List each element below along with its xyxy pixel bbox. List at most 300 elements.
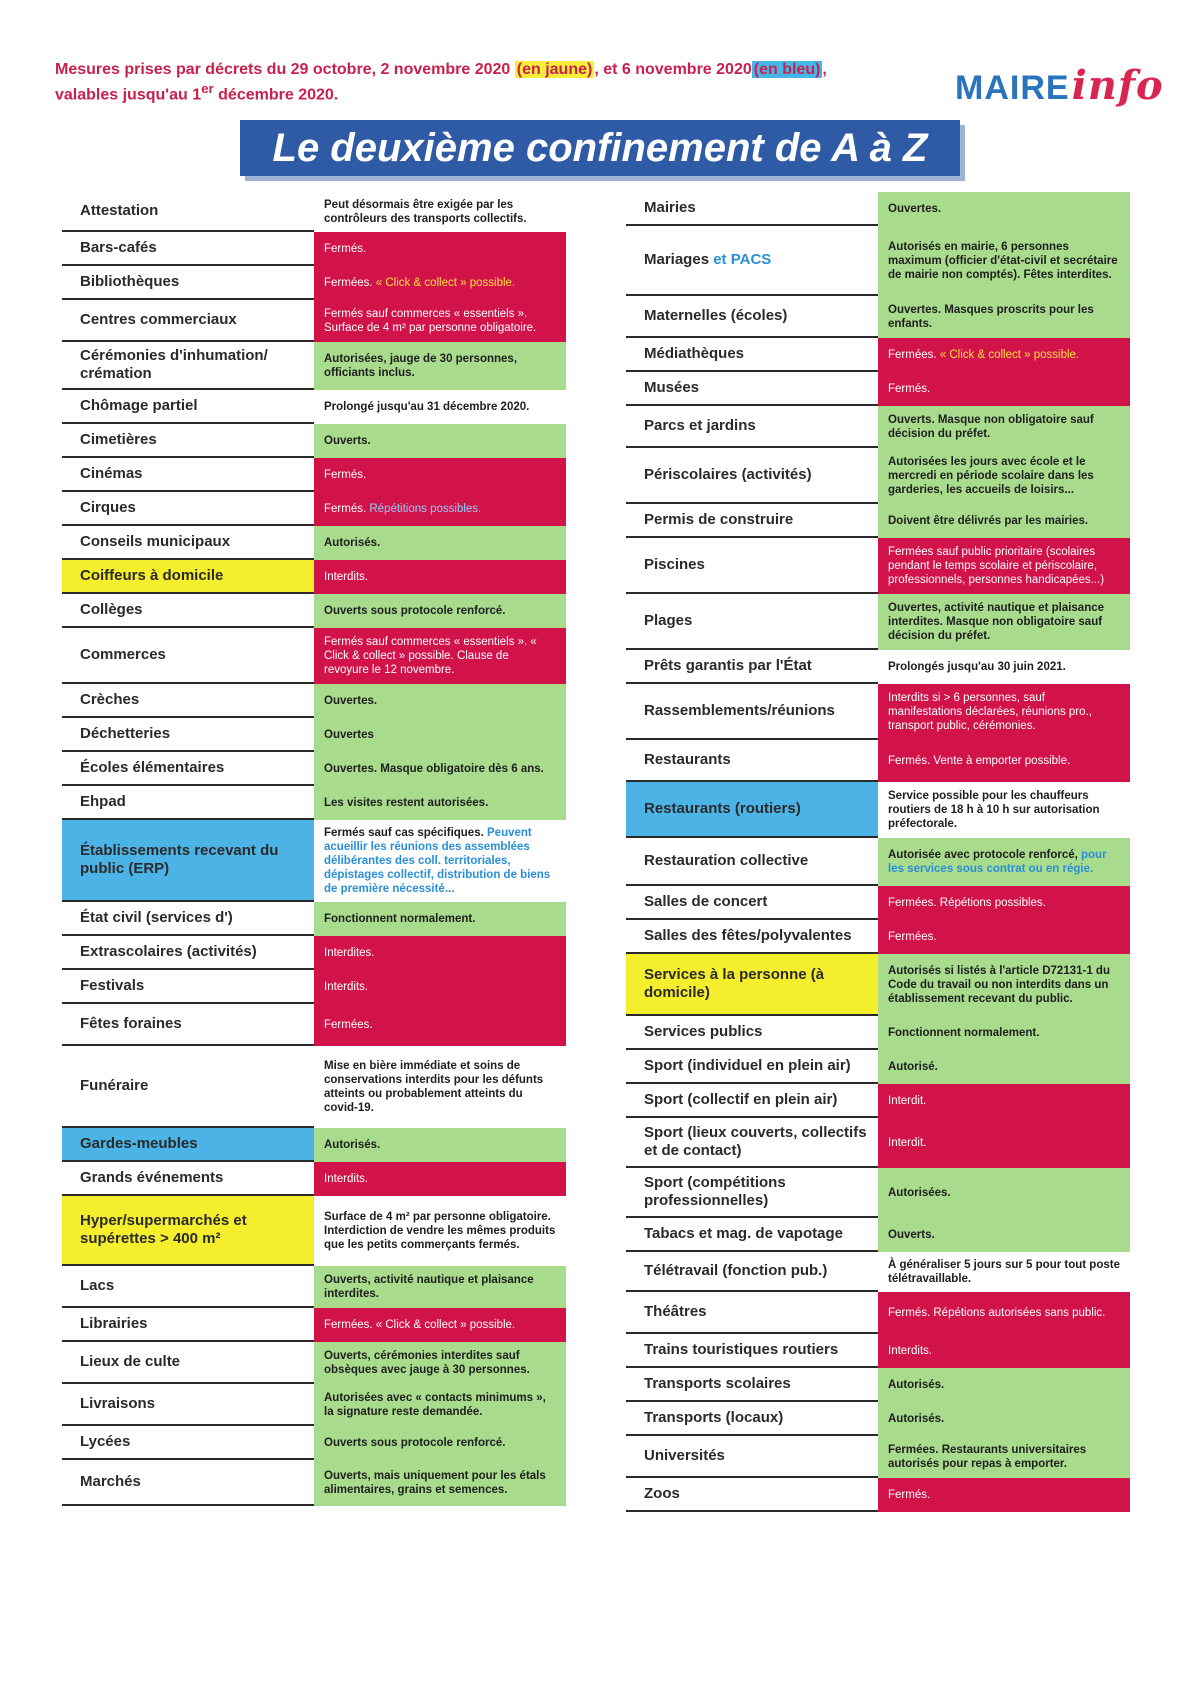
row-description	[878, 782, 1130, 838]
table-row	[62, 300, 566, 342]
row-description-main: Interdits.	[324, 571, 369, 583]
row-label-text: Rassemblements/réunions	[644, 702, 835, 719]
row-description-main: Autorisées les jours avec école et le mercredi en période scolaire dans les garderies, les accueils de loisirs...	[888, 456, 1094, 496]
row-description-text	[324, 307, 556, 335]
row-description-main: Fermés sauf commerces « essentiels ». « Click & collect » possible. Clause de revoyure le 12 novembre.	[324, 636, 537, 676]
row-description	[878, 1368, 1130, 1402]
row-label	[62, 192, 314, 232]
table-row	[62, 1384, 566, 1426]
row-description-main: Fermées. Restaurants universitaires autorisés pour repas à emporter.	[888, 1444, 1087, 1470]
row-description-main: Fermés sauf cas spécifiques.	[324, 827, 484, 839]
table-row	[62, 970, 566, 1004]
row-label	[626, 920, 878, 954]
row-label	[62, 266, 314, 300]
row-description	[878, 504, 1130, 538]
row-label	[626, 684, 878, 740]
row-label	[62, 1384, 314, 1426]
row-label	[62, 1308, 314, 1342]
row-label-text: Déchetteries	[80, 725, 171, 742]
row-description-main: Fermés. Répétions autorisées sans public.	[888, 1307, 1106, 1319]
row-description	[878, 406, 1130, 448]
row-description	[314, 1128, 566, 1162]
row-label	[62, 458, 314, 492]
table-row	[626, 920, 1130, 954]
row-description	[314, 192, 566, 232]
row-label	[626, 740, 878, 782]
table-row	[62, 266, 566, 300]
header-line2-part: décembre 2020.	[213, 86, 339, 104]
row-description-accent: Répétitions possibles.	[366, 503, 482, 515]
row-description-text	[324, 635, 556, 677]
row-description-text	[888, 1228, 935, 1242]
row-description-text	[324, 198, 556, 226]
row-description-text	[324, 242, 366, 256]
row-description-text	[324, 536, 380, 550]
row-label	[626, 1016, 878, 1050]
row-description-main: Fermées.	[888, 931, 937, 943]
row-label-text: Grands événements	[80, 1169, 224, 1186]
row-label	[626, 538, 878, 594]
row-description	[878, 594, 1130, 650]
row-label-text: Salles des fêtes/polyvalentes	[644, 927, 852, 944]
row-label	[626, 954, 878, 1016]
row-label-text: Bibliothèques	[80, 273, 180, 290]
row-label-text: Maternelles (écoles)	[644, 307, 788, 324]
logo-part-maire: MAIRE	[955, 69, 1070, 107]
row-description	[314, 300, 566, 342]
row-description-main: Ouverts, activité nautique et plaisance interdites.	[324, 1274, 534, 1300]
table-row	[62, 192, 566, 232]
row-description	[314, 390, 566, 424]
row-label-text: Médiathèques	[644, 345, 745, 362]
table-row	[62, 1266, 566, 1308]
table-row	[626, 538, 1130, 594]
row-label-text: Transports (locaux)	[644, 1409, 784, 1426]
row-label-text: Chômage partiel	[80, 397, 198, 414]
row-description	[878, 1168, 1130, 1218]
row-description-text	[324, 276, 515, 290]
table-row	[62, 936, 566, 970]
row-description	[314, 342, 566, 390]
row-label-text: Librairies	[80, 1315, 148, 1332]
row-description	[314, 1384, 566, 1426]
row-description	[314, 1196, 566, 1266]
row-description-main: Fonctionnent normalement.	[324, 913, 476, 925]
table-row	[626, 406, 1130, 448]
row-label-text: Funéraire	[80, 1077, 149, 1094]
row-description	[878, 1402, 1130, 1436]
left-column	[62, 192, 566, 1506]
row-label-text: Transports scolaires	[644, 1375, 791, 1392]
row-description-main: Fermés sauf commerces « essentiels ». Surface de 4 m² par personne obligatoire.	[324, 308, 537, 334]
table-row	[62, 1426, 566, 1460]
row-label	[626, 594, 878, 650]
row-description-text	[888, 1060, 938, 1074]
row-description-text	[324, 912, 475, 926]
row-label	[62, 1128, 314, 1162]
row-label	[62, 684, 314, 718]
row-description-main: Autorisés en mairie, 6 personnes maximum (officier d'état-civil et secrétaire de mairie non comptés). Fêtes interdites.	[888, 241, 1118, 281]
row-description-main: Ouverts. Masque non obligatoire sauf décision du préfet.	[888, 414, 1094, 440]
row-description-text	[888, 1186, 951, 1200]
row-description	[314, 684, 566, 718]
table-row	[626, 1402, 1130, 1436]
row-description	[878, 448, 1130, 504]
header-text	[55, 60, 885, 104]
table-row	[62, 1162, 566, 1196]
table-row	[626, 1050, 1130, 1084]
highlight-blue: (en bleu)	[753, 61, 821, 78]
row-label-text: Marchés	[80, 1473, 141, 1490]
table-row	[62, 458, 566, 492]
row-label-text: Lacs	[80, 1277, 115, 1294]
row-label	[62, 594, 314, 628]
row-label	[626, 1478, 878, 1512]
row-label-text: État civil (services d')	[80, 909, 233, 926]
row-description-text	[324, 1138, 380, 1152]
row-description-main: Ouverts.	[324, 435, 371, 447]
row-label	[62, 786, 314, 820]
row-label-text: Collèges	[80, 601, 143, 618]
row-description-text	[888, 202, 941, 216]
table-row	[62, 1460, 566, 1506]
row-description	[314, 1460, 566, 1506]
row-label-text: Restaurants (routiers)	[644, 800, 801, 817]
row-description	[878, 1478, 1130, 1512]
row-label-text: Théâtres	[644, 1303, 707, 1320]
highlight-yellow: (en jaune)	[516, 61, 593, 78]
row-description-main: Service possible pour les chauffeurs routiers de 18 h à 10 h sur autorisation préfectorale.	[888, 790, 1100, 830]
row-label	[62, 526, 314, 560]
row-description-text	[888, 455, 1120, 497]
row-description-text	[888, 348, 1079, 362]
row-label-text: Cinémas	[80, 465, 143, 482]
row-description-text	[888, 754, 1070, 768]
row-label-text: Plages	[644, 612, 693, 629]
row-description-main: Interdit.	[888, 1095, 927, 1107]
row-label	[62, 902, 314, 936]
table-row	[62, 560, 566, 594]
row-label	[626, 192, 878, 226]
row-description-text	[888, 1026, 1039, 1040]
table-row	[62, 1196, 566, 1266]
row-description	[314, 718, 566, 752]
row-description	[878, 372, 1130, 406]
row-description	[878, 1436, 1130, 1478]
row-label-text: Centres commerciaux	[80, 311, 237, 328]
row-label-text: Commerces	[80, 646, 166, 663]
row-description	[878, 1334, 1130, 1368]
table-row	[62, 594, 566, 628]
row-label	[62, 1266, 314, 1308]
maireinfo-logo	[955, 62, 1164, 109]
row-description	[314, 752, 566, 786]
row-description-text	[888, 1412, 944, 1426]
row-label-text: Cirques	[80, 499, 136, 516]
row-description	[314, 1426, 566, 1460]
table-row	[626, 296, 1130, 338]
row-label	[626, 1050, 878, 1084]
row-label-text: Bars-cafés	[80, 239, 157, 256]
row-label	[62, 1196, 314, 1266]
row-description-text	[888, 545, 1120, 587]
row-description-main: Autorisées avec « contacts minimums », la signature reste demandée.	[324, 1392, 546, 1418]
table-row	[626, 448, 1130, 504]
row-description-text	[888, 382, 930, 396]
row-description-accent: « Click & collect » possible.	[936, 349, 1080, 361]
row-description	[878, 1252, 1130, 1292]
row-label-text: Sport (lieux couverts, collectifs et de contact)	[644, 1124, 867, 1159]
table-row	[626, 1168, 1130, 1218]
row-description-main: Autorisés si listés à l'article D72131-1 du Code du travail ou non interdits dans un établissement recevant du public.	[888, 965, 1110, 1005]
table-row	[626, 782, 1130, 838]
row-description-main: Mise en bière immédiate et soins de conservations interdits pour les défunts atteints ou probablement atteints du covid-19.	[324, 1060, 544, 1114]
row-description-main: Fermées.	[324, 1019, 373, 1031]
table-row	[626, 1218, 1130, 1252]
row-label-text: Périscolaires (activités)	[644, 466, 812, 483]
row-label	[626, 372, 878, 406]
row-description-main: Fermées.	[888, 349, 937, 361]
row-description-text	[324, 400, 529, 414]
row-description	[878, 1292, 1130, 1334]
row-description-accent: Peuvent acueillir les réunions des assemblées délibérantes des coll. territoriales, dépistages collectif, distribution de biens de première nécessité...	[324, 827, 551, 895]
table-row	[626, 650, 1130, 684]
row-description	[878, 650, 1130, 684]
table-row	[626, 1436, 1130, 1478]
row-description	[314, 266, 566, 300]
table-row	[62, 628, 566, 684]
table-row	[62, 684, 566, 718]
table-row	[626, 1084, 1130, 1118]
row-label	[62, 1426, 314, 1460]
table-row	[62, 1046, 566, 1128]
table-row	[626, 1334, 1130, 1368]
row-description-text	[324, 980, 368, 994]
row-description-text	[888, 691, 1120, 733]
row-description-text	[324, 1172, 368, 1186]
row-description	[878, 338, 1130, 372]
row-description-main: Fermées sauf public prioritaire (scolaires pendant le temps scolaire et périscolaire, professionnels, personnes handicapées...)	[888, 546, 1105, 586]
row-label	[62, 970, 314, 1004]
header-line1-part: Mesures prises par décrets du 29 octobre, 2 novembre 2020	[55, 61, 515, 78]
row-description-main: Interdit.	[888, 1137, 927, 1149]
row-description	[314, 936, 566, 970]
row-label-text: Attestation	[80, 202, 159, 219]
row-description-text	[324, 1469, 556, 1497]
row-description	[314, 1004, 566, 1046]
row-description	[314, 526, 566, 560]
row-description	[878, 226, 1130, 296]
table-row	[62, 902, 566, 936]
row-label-text: Festivals	[80, 977, 145, 994]
row-description-main: Fermées. Répétions possibles.	[888, 897, 1046, 909]
row-description-text	[888, 1094, 926, 1108]
row-label	[626, 1368, 878, 1402]
row-label-text: Piscines	[644, 556, 705, 573]
row-description-text	[324, 570, 368, 584]
header-line-1	[55, 60, 885, 79]
row-description-text	[888, 896, 1046, 910]
row-description-text	[324, 946, 375, 960]
row-label-text: Cérémonies d'inhumation/ crémation	[80, 347, 268, 382]
row-label	[626, 296, 878, 338]
table-row	[62, 718, 566, 752]
row-description	[878, 1016, 1130, 1050]
row-description-main: Ouverts sous protocole renforcé.	[324, 1437, 506, 1449]
row-label	[626, 1168, 878, 1218]
row-label-text: Salles de concert	[644, 893, 768, 910]
row-description	[878, 954, 1130, 1016]
row-label-text: Établissements recevant du public (ERP)	[80, 842, 279, 877]
row-label-text: Services publics	[644, 1023, 763, 1040]
row-label-text: Sport (collectif en plein air)	[644, 1091, 838, 1108]
row-description-text	[324, 502, 481, 516]
row-description-main: Fermés.	[324, 243, 367, 255]
header-line-2	[55, 79, 885, 104]
row-label-text: Coiffeurs à domicile	[80, 567, 224, 584]
logo-part-info: info	[1071, 62, 1164, 109]
row-description	[314, 492, 566, 526]
row-description	[878, 684, 1130, 740]
row-description-text	[888, 848, 1120, 876]
row-label-text: Prêts garantis par l'État	[644, 657, 812, 674]
table-row	[626, 372, 1130, 406]
row-label-text: Sport (compétitions professionnelles)	[644, 1174, 786, 1209]
table-row	[626, 338, 1130, 372]
row-label	[62, 1460, 314, 1506]
row-description	[878, 1050, 1130, 1084]
row-description-main: Fermés.	[888, 383, 931, 395]
row-label-text: Mariages et PACS	[644, 251, 772, 268]
row-label-text: Hyper/supermarchés et supérettes > 400 m²	[80, 1212, 247, 1247]
row-description-main: Autorisés.	[888, 1413, 945, 1425]
table-row	[62, 1342, 566, 1384]
row-description-text	[324, 1018, 373, 1032]
row-description-text	[888, 303, 1120, 331]
row-label	[62, 424, 314, 458]
row-description	[878, 538, 1130, 594]
row-description-main: Ouverts, mais uniquement pour les étals alimentaires, grains et semences.	[324, 1470, 546, 1496]
row-label	[62, 1046, 314, 1128]
row-description	[878, 886, 1130, 920]
row-label-text: Services à la personne (à domicile)	[644, 966, 825, 1001]
row-description-text	[324, 1210, 556, 1252]
row-description-main: Fermées.	[324, 277, 373, 289]
row-description	[878, 296, 1130, 338]
row-description-accent: « Click & collect » possible.	[372, 277, 516, 289]
row-description	[878, 1118, 1130, 1168]
row-label	[626, 838, 878, 886]
row-label	[626, 1084, 878, 1118]
row-label	[626, 1118, 878, 1168]
table-row	[62, 526, 566, 560]
row-label-text: Gardes-meubles	[80, 1135, 198, 1152]
row-description-main: Ouvertes.	[324, 695, 378, 707]
row-description-text	[324, 1318, 515, 1332]
row-description-text	[888, 964, 1120, 1006]
row-description-main: Autorisés.	[324, 537, 381, 549]
row-label-text: Mairies	[644, 199, 696, 216]
row-label	[62, 560, 314, 594]
table-row	[62, 786, 566, 820]
row-description	[314, 628, 566, 684]
header-line1-part: ,	[822, 61, 827, 78]
row-label	[62, 390, 314, 424]
table-row	[62, 492, 566, 526]
row-label-text: Conseils municipaux	[80, 533, 231, 550]
table-row	[626, 1478, 1130, 1512]
row-description-main: Prolongé jusqu'au 31 décembre 2020.	[324, 401, 530, 413]
row-label	[62, 492, 314, 526]
row-description-main: Fermés.	[324, 503, 367, 515]
row-label-text: Lieux de culte	[80, 1353, 181, 1370]
table-row	[626, 1292, 1130, 1334]
row-description-text	[888, 1344, 932, 1358]
table-row	[62, 342, 566, 390]
row-label	[626, 1334, 878, 1368]
row-description-accent: pour les services sous contrat ou en régie.	[888, 849, 1107, 875]
row-description-main: Fermés.	[888, 1489, 931, 1501]
row-label	[62, 936, 314, 970]
header-line2-part: valables jusqu'au 1	[55, 86, 202, 104]
row-description-main: Ouvertes, activité nautique et plaisance interdites. Masque non obligatoire sauf décision du préfet.	[888, 602, 1105, 642]
row-description-main: Autorisées, jauge de 30 personnes, officiants inclus.	[324, 353, 518, 379]
row-description-text	[324, 796, 488, 810]
row-label	[62, 342, 314, 390]
table-row	[626, 192, 1130, 226]
row-description	[314, 424, 566, 458]
row-description-main: Prolongés jusqu'au 30 juin 2021.	[888, 661, 1066, 673]
row-description-text	[324, 1349, 556, 1377]
row-description-main: Ouverts sous protocole renforcé.	[324, 605, 506, 617]
row-description-text	[888, 660, 1066, 674]
row-description-text	[888, 1378, 944, 1392]
row-description	[878, 192, 1130, 226]
table-row	[626, 740, 1130, 782]
table-row	[62, 752, 566, 786]
row-description-main: Interdits si > 6 personnes, sauf manifestations déclarées, réunions pro., transport public, cérémonies.	[888, 692, 1092, 732]
row-description-text	[888, 1488, 930, 1502]
row-description-text	[888, 1258, 1120, 1286]
row-label	[626, 226, 878, 296]
header-line2-sup: er	[201, 81, 214, 96]
row-description-main: Interdits.	[888, 1345, 933, 1357]
table-row	[626, 1016, 1130, 1050]
row-label-text: Fêtes foraines	[80, 1015, 182, 1032]
row-label	[62, 232, 314, 266]
row-description	[314, 594, 566, 628]
table-row	[626, 838, 1130, 886]
row-label-text: Lycées	[80, 1433, 131, 1450]
row-description	[314, 786, 566, 820]
row-description-text	[324, 762, 544, 776]
row-label	[626, 406, 878, 448]
row-description-text	[888, 240, 1120, 282]
row-description	[878, 920, 1130, 954]
row-description-main: Interdits.	[324, 1173, 369, 1185]
row-description	[878, 838, 1130, 886]
row-description-text	[324, 434, 371, 448]
row-description	[314, 1046, 566, 1128]
row-label-text: Permis de construire	[644, 511, 794, 528]
table-row	[626, 886, 1130, 920]
row-description-text	[324, 826, 556, 896]
right-column	[626, 192, 1130, 1512]
row-description	[314, 820, 566, 902]
row-description-main: Ouvertes.	[888, 203, 942, 215]
row-description	[878, 1084, 1130, 1118]
table-row	[62, 424, 566, 458]
